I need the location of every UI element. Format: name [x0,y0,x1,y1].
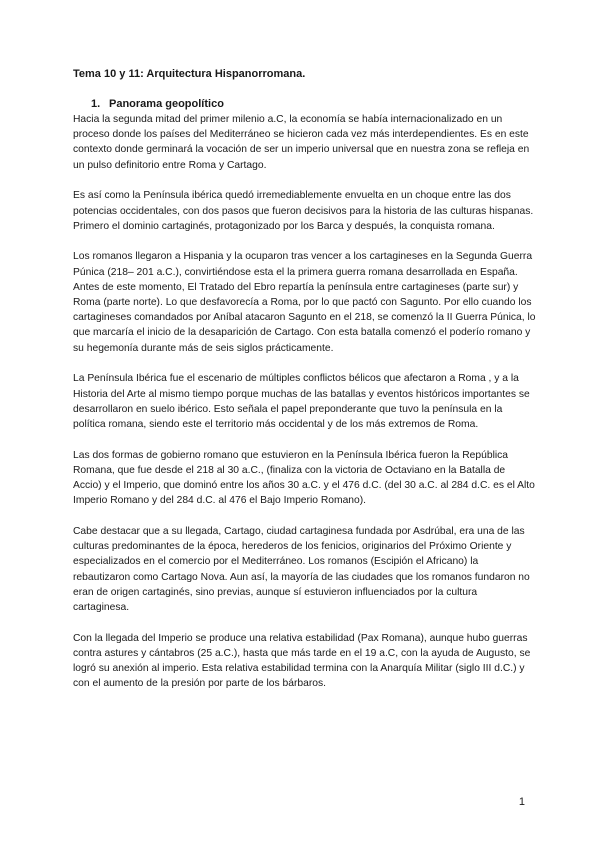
paragraph: Con la llegada del Imperio se produce una relativa estabilidad (Pax Romana), aunque hubo guerras contra astures y cántabros (25 a.C.), hasta que más tarde en el 19 a.C, con la ayuda de Augusto, se logró su anexión al imperio. Esta relativa estabilidad termina con la Anarquía Militar (siglo III d.C.) y con el aumento de la presión por parte de los bárbaros. [73,632,531,690]
paragraph: La Península Ibérica fue el escenario de múltiples conflictos bélicos que afectaron a Roma , y a la Historia del Arte al mismo tiempo porque muchas de las batallas y eventos históricos importantes se desarrollaron en suelo ibérico. Esto señala el papel preponderante que tuvo la península en la política romana, siendo este el territorio más occidental y de los más extremos de Roma. [73,373,530,430]
document-title: Tema 10 y 11: Arquitectura Hispanorromana. [73,68,306,80]
document-page [73,67,536,707]
paragraph: Es así como la Península ibérica quedó irremediablemente envuelta en un choque entre las dos potencias occidentales, con dos pasos que fueron decisivos para la historia de las culturas hispanas. Primero el dominio cartaginés, protagonizado por los Barca y después, la conquista romana. [73,190,534,232]
section-number: 1. [91,98,101,110]
paragraph: Cabe destacar que a su llegada, Cartago, ciudad cartaginesa fundada por Asdrúbal, era una de las culturas predominantes de la época, herederos de los fenicios, originarios del Próximo Oriente y especializados en el comercio por el Mediterráneo. Los romanos (Escipión el Africano) la rebautizaron como Cartago Nova. Aun así, la mayoría de las ciudades que los romanos fundaron no eran de origen cartaginés, sino previas, aunque sí estuvieron influenciados por la cultura cartaginesa. [73,525,530,613]
paragraph: Hacia la segunda mitad del primer milenio a.C, la economía se había internacionalizado en un proceso donde los países del Mediterráneo se hicieron cada vez más interdependientes. Es en este contexto donde germinará la vocación de ser un imperio universal que en nuestra zona se refleja en un pulso definitorio entre Roma y Cartago. [73,114,530,171]
section-title: Panorama geopolítico [109,98,224,110]
paragraph: Los romanos llegaron a Hispania y la ocuparon tras vencer a los cartagineses en la Segunda Guerra Púnica (218– 201 a.C.), convirtiéndose esta el la primera guerra romana desarrollada en España. Antes de este momento, El Tratado del Ebro repartía la península entre cartagineses (parte sur) y Roma (parte norte). Lo que desfavorecía a Roma, por lo que pactó con Sagunto. Por ello cuando los cartagineses comandados por Aníbal atacaron Sagunto en el 218, se comenzó la II Guerra Púnica, lo que marcaría el inicio de la desaparición de Cartago. Con esta batalla comenzó el poderío romano y su hegemonía durante más de seis siglos prácticamente. [73,251,536,354]
page-number: 1 [518,796,525,808]
section-heading [73,97,536,112]
paragraph: Las dos formas de gobierno romano que estuvieron en la Península Ibérica fueron la República Romana, que fue desde el 218 al 30 a.C., (finaliza con la victoria de Octaviano en la Batalla de Accio) y el Imperio, que dominó entre los años 30 a.C. y el 476 d.C. (del 30 a.C. al 284 d.C. es el Alto Imperio Romano y del 284 d.C. al 476 el Bajo Imperio Romano). [73,449,535,507]
